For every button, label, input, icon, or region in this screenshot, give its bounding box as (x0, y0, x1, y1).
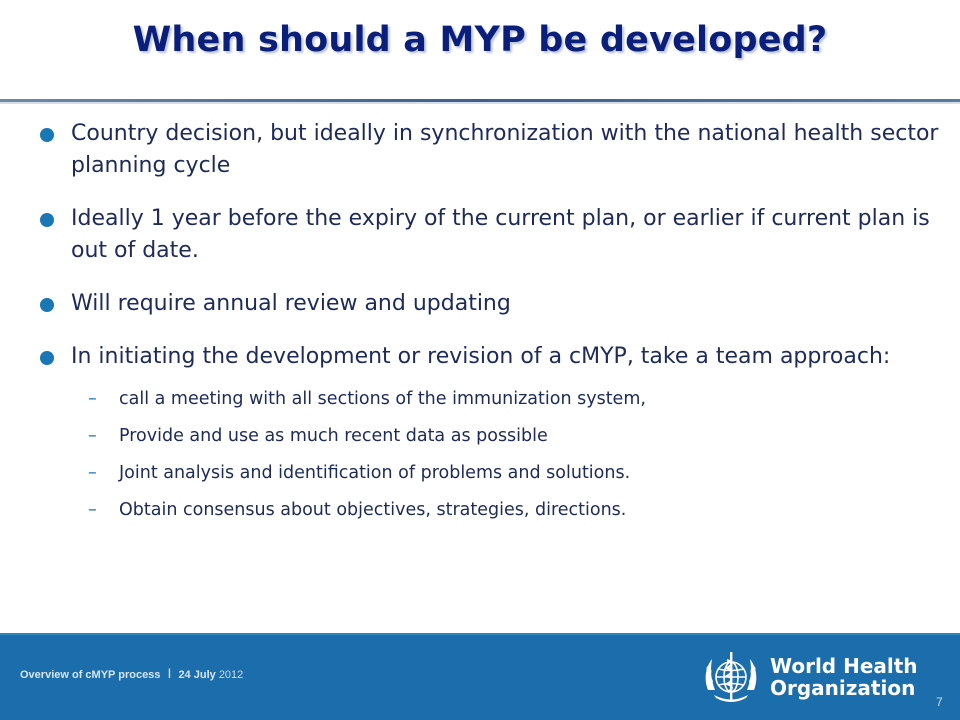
bullet-dot-icon (40, 128, 54, 142)
sub-bullet-item (40, 387, 940, 411)
org-name-line2: Organization (770, 676, 916, 700)
bullet-item (40, 288, 940, 320)
bullet-text: Country decision, but ideally in synchronization with the national health sector planning cycle (71, 121, 939, 178)
dash-marker: – (88, 500, 97, 520)
presentation-name: Overview of cMYP process (20, 669, 161, 681)
sub-bullet-item (40, 498, 940, 522)
sub-bullet-item (40, 424, 940, 448)
footer-caption (20, 665, 243, 681)
bullet-item (40, 203, 940, 267)
slide-number: 7 (936, 695, 943, 709)
bullet-item (40, 341, 940, 373)
dash-marker: – (88, 426, 97, 446)
sub-bullet-text: call a meeting with all sections of the immunization system, (119, 389, 646, 409)
org-name-line1: World Health (770, 654, 918, 678)
title-underline-shadow (0, 102, 960, 104)
bullet-text: In initiating the development or revision of a cMYP, take a team approach: (71, 344, 891, 369)
bullet-dot-icon (40, 213, 54, 227)
footer-separator: I (167, 665, 172, 681)
dash-marker: – (88, 463, 97, 483)
sub-bullet-text: Obtain consensus about objectives, strategies, directions. (119, 500, 627, 520)
bullet-text: Ideally 1 year before the expiry of the current plan, or earlier if current plan is out of date. (71, 206, 930, 263)
bullet-dot-icon (40, 298, 54, 312)
slide-title: When should a MYP be developed? (132, 20, 828, 60)
sub-bullet-text: Joint analysis and identification of problems and solutions. (119, 463, 631, 483)
sub-bullet-text: Provide and use as much recent data as possible (119, 426, 548, 446)
bullet-text: Will require annual review and updating (71, 291, 511, 316)
slide-content (40, 118, 940, 535)
presentation-date: 24 July (178, 669, 216, 681)
who-emblem-icon (700, 646, 762, 708)
organization-name (770, 655, 918, 699)
title-area (0, 0, 960, 104)
sub-bullet-item (40, 461, 940, 485)
bullet-item (40, 118, 940, 182)
bullet-dot-icon (40, 351, 54, 365)
footer-bar (0, 633, 960, 720)
presentation-year: 2012 (218, 669, 244, 681)
dash-marker: – (88, 389, 97, 409)
footer-divider (0, 633, 960, 635)
